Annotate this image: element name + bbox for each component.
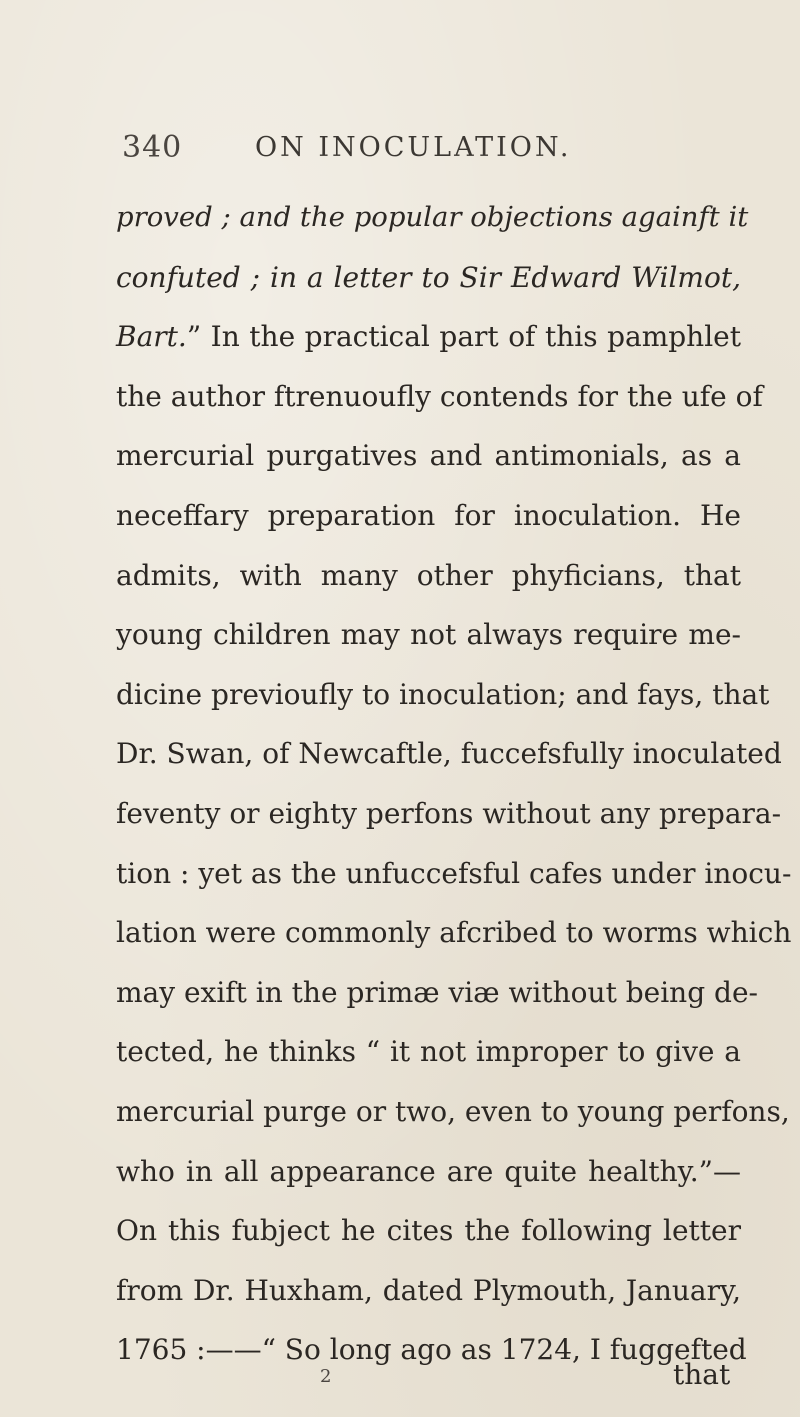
text-line (116, 1201, 741, 1261)
text-line (116, 784, 782, 844)
page-number: 340 (122, 130, 183, 165)
text-line (116, 724, 782, 784)
roman-text: who in all appearance are quite healthy.”— (116, 1154, 741, 1188)
catchword: that (673, 1358, 731, 1391)
text-line (116, 188, 749, 248)
text-line (116, 1082, 790, 1142)
text-line (116, 1320, 747, 1380)
italic-text: Bart. (116, 320, 187, 354)
text-line (116, 605, 741, 665)
text-line (116, 665, 770, 725)
roman-text: 1765 :——“ So long ago as 1724, I fuggefted (116, 1333, 747, 1367)
italic-text: confuted ; in a letter to Sir Edward Wilmot, (116, 260, 741, 294)
roman-text: On this fubject he cites the following letter (116, 1214, 741, 1248)
roman-text: tion : yet as the unfuccefsful cafes under inocu- (116, 856, 792, 890)
roman-text: ” In the practical part of this pamphlet (186, 320, 741, 354)
text-line (116, 426, 741, 486)
roman-text: neceffary preparation for inoculation. He (116, 498, 741, 532)
text-line (116, 1261, 741, 1321)
roman-text: Dr. Swan, of Newcaftle, fuccefsfully inoculated (116, 737, 782, 771)
roman-text: mercurial purgatives and antimonials, as a (116, 439, 741, 473)
text-line (116, 844, 792, 904)
roman-text: feventy or eighty perfons without any prepara- (116, 796, 782, 830)
text-line (116, 307, 741, 367)
text-line (116, 367, 763, 427)
roman-text: young children may not always require me- (116, 618, 741, 652)
text-line (116, 1022, 741, 1082)
roman-text: admits, with many other phyficians, that (116, 558, 741, 592)
roman-text: dicine previoufly to inoculation; and fays, that (116, 677, 770, 711)
roman-text: from Dr. Huxham, dated Plymouth, January, (116, 1273, 741, 1307)
text-line (116, 903, 792, 963)
roman-text: the author ftrenuoufly contends for the ufe of (116, 379, 763, 413)
text-line (116, 1142, 741, 1202)
text-line (116, 963, 758, 1023)
roman-text: mercurial purge or two, even to young perfons, (116, 1094, 790, 1128)
body-text (116, 188, 792, 1380)
page-footer (0, 1358, 800, 1417)
text-line (116, 546, 741, 606)
roman-text: tected, he thinks “ it not improper to give a (116, 1035, 741, 1069)
text-line (116, 486, 741, 546)
roman-text: lation were commonly afcribed to worms which (116, 916, 792, 950)
signature-mark: 2 (320, 1366, 332, 1387)
roman-text: may exift in the primæ viæ without being de- (116, 975, 758, 1009)
italic-text: proved ; and the popular objections againft it (116, 201, 749, 233)
text-line (116, 248, 741, 308)
running-head: ON INOCULATION. (255, 132, 572, 163)
page-header (0, 130, 800, 170)
